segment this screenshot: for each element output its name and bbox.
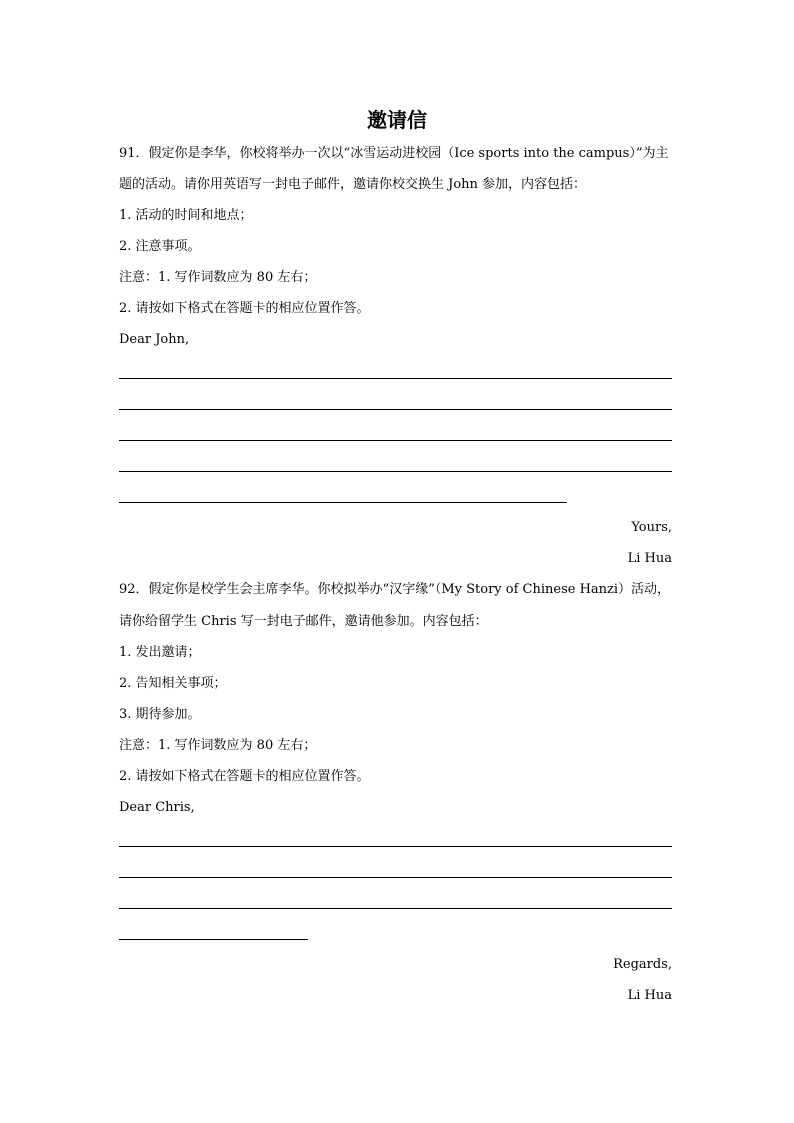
q91-prompt-line-1: 91．假定你是李华，你校将举办一次以“冰雪运动进校园（Ice sports into the campus）”为主 bbox=[119, 146, 669, 161]
q92-closing: Regards, bbox=[613, 957, 672, 972]
q91-closing: Yours, bbox=[631, 520, 672, 535]
q92-note-2: 2. 请按如下格式在答题卡的相应位置作答。 bbox=[119, 769, 370, 784]
q92-answer-line[interactable] bbox=[119, 908, 672, 909]
q91-signature: Li Hua bbox=[627, 551, 672, 566]
q92-item-3: 3. 期待参加。 bbox=[119, 707, 201, 722]
q91-answer-line[interactable] bbox=[119, 378, 672, 379]
page-title: 邀请信 bbox=[367, 108, 427, 132]
q92-item-2: 2. 告知相关事项； bbox=[119, 676, 227, 691]
q91-answer-line[interactable] bbox=[119, 471, 672, 472]
q91-note-2: 2. 请按如下格式在答题卡的相应位置作答。 bbox=[119, 301, 370, 316]
q92-salutation: Dear Chris, bbox=[119, 800, 195, 815]
q92-signature: Li Hua bbox=[627, 988, 672, 1003]
q92-prompt-line-1: 92．假定你是校学生会主席李华。你校拟举办“汉字缘”（My Story of Chinese Hanzi）活动， bbox=[119, 582, 671, 597]
q92-prompt-line-2: 请你给留学生 Chris 写一封电子邮件，邀请他参加。内容包括： bbox=[119, 614, 488, 629]
q92-answer-line[interactable] bbox=[119, 939, 308, 940]
q92-answer-line[interactable] bbox=[119, 846, 672, 847]
q91-prompt-line-2: 题的活动。请你用英语写一封电子邮件，邀请你校交换生 John 参加，内容包括： bbox=[119, 177, 587, 192]
q91-item-1: 1. 活动的时间和地点； bbox=[119, 208, 253, 223]
q92-note-1: 注意：1. 写作词数应为 80 左右； bbox=[119, 738, 317, 753]
q92-item-1: 1. 发出邀请； bbox=[119, 645, 201, 660]
q91-answer-line[interactable] bbox=[119, 409, 672, 410]
q91-answer-line[interactable] bbox=[119, 440, 672, 441]
q91-answer-line[interactable] bbox=[119, 502, 567, 503]
q91-salutation: Dear John, bbox=[119, 332, 190, 347]
q91-note-1: 注意：1. 写作词数应为 80 左右； bbox=[119, 270, 317, 285]
q92-answer-line[interactable] bbox=[119, 877, 672, 878]
q91-item-2: 2. 注意事项。 bbox=[119, 239, 201, 254]
